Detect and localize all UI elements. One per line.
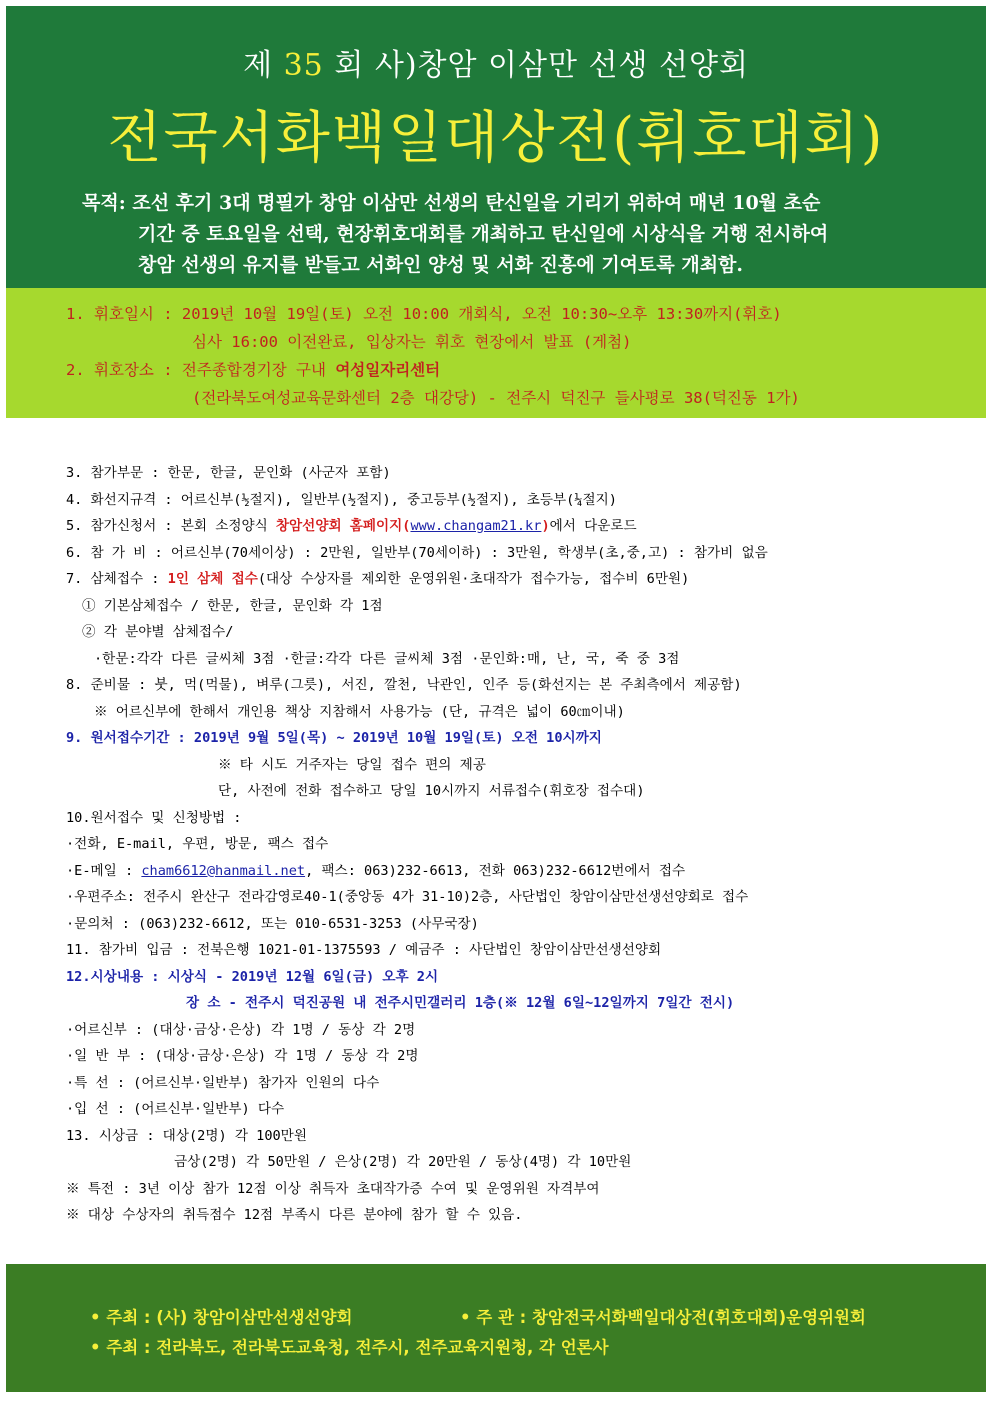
footer-banner <box>6 1264 986 1392</box>
email-link[interactable]: cham6612@hanmail.net <box>141 862 306 879</box>
item-categories: 3. 참가부문 : 한문, 한글, 문인화 (사군자 포함) <box>66 465 391 481</box>
venue-name: 여성일자리센터 <box>335 361 441 379</box>
purpose-line: 목적: 조선 후기 3대 명필가 창암 이삼만 선생의 탄신일을 기리기 위하여 매년 10월 초순 <box>82 192 821 214</box>
award-general: ·일 반 부 : (대상·금상·은상) 각 1명 / 동상 각 2명 <box>66 1048 419 1064</box>
application-label: 5. 참가신청서 : 본회 소정양식 <box>66 518 276 534</box>
item-application-method: 10.원서접수 및 신청방법 : <box>66 809 242 826</box>
item-supplies: 8. 준비물 : 붓, 먹(먹물), 벼루(그릇), 서진, 깔천, 낙관인, 인주 등(화선지는 본 주최측에서 제공함) <box>66 677 742 693</box>
venue-label: 2. 휘호장소 : 전주종합경기장 구내 <box>66 361 336 379</box>
item-paper-size: 4. 화선지규격 : 어르신부(½절지), 일반부(½절지), 중고등부(½절지), 초등부(¼절지) <box>66 491 617 508</box>
application-period-note: ※ 타 시도 거주자는 당일 접수 편의 제공 <box>218 756 486 773</box>
awards-place: 장 소 - 전주시 덕진공원 내 전주시민갤러리 1층(※ 12월 6일~12일까지 7일간 전시) <box>186 995 735 1011</box>
three-styles-detail: (대상 수상자를 제외한 운영위원·초대작가 접수가능, 접수비 6만원) <box>257 571 690 587</box>
schedule-venue <box>66 358 440 380</box>
method-postal: ·우편주소: 전주시 완산구 전라감영로40-1(중앙동 4가 31-10)2층, 사단법인 창암이삼만선생선양회로 접수 <box>66 889 749 905</box>
guidelines-body <box>66 460 956 1229</box>
schedule-judging: 심사 16:00 이전완료, 입상자는 휘호 현장에서 발표 (게첨) <box>192 333 632 351</box>
event-subtitle <box>6 40 986 84</box>
email-suffix: , 팩스: 063)232-6613, 전화 063)232-6612번에서 접수 <box>305 862 686 879</box>
item-application-period: 9. 원서접수기간 : 2019년 9월 5일(목) ~ 2019년 10월 19일(토) 오전 10시까지 <box>66 730 602 746</box>
supplies-note: ※ 어르신부에 한해서 개인용 책상 지참해서 사용가능 (단, 규격은 넓이 60㎝이내) <box>94 703 625 720</box>
footer-sponsors: • 주최 : 전라북도, 전라북도교육청, 전주시, 전주교육지원청, 각 언론사 <box>90 1338 609 1357</box>
grand-prize-note: ※ 대상 수상자의 취득점수 12점 부족시 다른 분야에 참가 할 수 있음. <box>66 1207 523 1223</box>
item-prize-money: 13. 시상금 : 대상(2명) 각 100만원 <box>66 1127 307 1144</box>
schedule-date: 1. 휘호일시 : 2019년 10월 19일(토) 오전 10:00 개회식, 오전 10:30~오후 13:30까지(휘호) <box>66 305 782 323</box>
schedule-address: (전라북도여성교육문화센터 2층 대강당) - 전주시 덕진구 들사평로 38(덕진동 1가) <box>192 389 800 407</box>
item-application <box>66 513 956 540</box>
purpose-statement <box>82 188 916 281</box>
homepage-close: ) <box>541 518 550 534</box>
award-seniors: ·어르신부 : (대상·금상·은상) 각 1명 / 동상 각 2명 <box>66 1021 416 1038</box>
item-payment: 11. 참가비 입금 : 전북은행 1021-01-1375593 / 예금주 : 사단법인 창암이삼만선생선양회 <box>66 942 662 958</box>
purpose-line: 창암 선생의 유지를 받들고 서화인 양성 및 서화 진흥에 기여토록 개최함. <box>138 254 744 276</box>
subtitle-prefix: 제 <box>243 48 284 83</box>
method-channels: ·전화, E-mail, 우편, 방문, 팩스 접수 <box>66 836 329 852</box>
header-banner <box>6 6 986 288</box>
prize-money-detail: 금상(2명) 각 50만원 / 은상(2명) 각 20만원 / 동상(4명) 각 10만원 <box>174 1154 632 1170</box>
schedule-section <box>6 288 986 418</box>
homepage-link[interactable]: www.changam21.kr <box>410 518 542 534</box>
footer-host: • 주최 : (사) 창암이삼만선생선양회 <box>90 1308 353 1327</box>
subtitle-suffix: 회 사)창암 이삼만 선생 선양회 <box>323 48 749 83</box>
application-period-note: 단, 사전에 전화 접수하고 당일 10시까지 서류접수(휘호장 접수대) <box>218 783 645 799</box>
item-awards: 12.시상내용 : 시상식 - 2019년 12월 6일(금) 오후 2시 <box>66 968 439 985</box>
three-styles-detail-list: ·한문:각각 다른 글씨체 3점 ·한글:각각 다른 글씨체 3점 ·문인화:매, 난, 국, 죽 중 3점 <box>94 650 680 667</box>
method-email <box>66 858 956 885</box>
method-contact: ·문의처 : (063)232-6612, 또는 010-6531-3253 (사무국장) <box>66 915 479 932</box>
item-three-styles <box>66 566 956 593</box>
item-fee: 6. 참 가 비 : 어르신부(70세이상) : 2만원, 일반부(70세이하) : 3만원, 학생부(초,중,고) : 참가비 없음 <box>66 544 768 561</box>
three-styles-highlight: 1인 삼체 접수 <box>167 571 258 587</box>
application-suffix: 에서 다운로드 <box>549 518 637 534</box>
three-styles-label: 7. 삼체접수 : <box>66 571 168 587</box>
benefit-note: ※ 특전 : 3년 이상 참가 12점 이상 취득자 초대작가증 수여 및 운영위원 자격부여 <box>66 1180 600 1197</box>
award-selected: ·입 선 : (어르신부·일반부) 다수 <box>66 1101 285 1117</box>
three-styles-basic: ① 기본삼체접수 / 한문, 한글, 문인화 각 1점 <box>82 597 383 614</box>
subtitle-number: 35 <box>283 48 324 83</box>
email-label: ·E-메일 : <box>66 862 142 879</box>
award-special: ·특 선 : (어르신부·일반부) 참가자 인원의 다수 <box>66 1074 380 1091</box>
three-styles-by-field: ② 각 분야별 삼체접수/ <box>82 624 234 640</box>
event-title: 전국서화백일대상전(휘호대회) <box>107 106 885 171</box>
homepage-label: 창암선양회 홈페이지( <box>275 518 411 534</box>
footer-organizer: • 주 관 : 창암전국서화백일대상전(휘호대회)운영위원회 <box>460 1308 866 1327</box>
purpose-line: 기간 중 토요일을 선택, 현장휘호대회를 개최하고 탄신일에 시상식을 거행 전시하여 <box>138 223 829 245</box>
